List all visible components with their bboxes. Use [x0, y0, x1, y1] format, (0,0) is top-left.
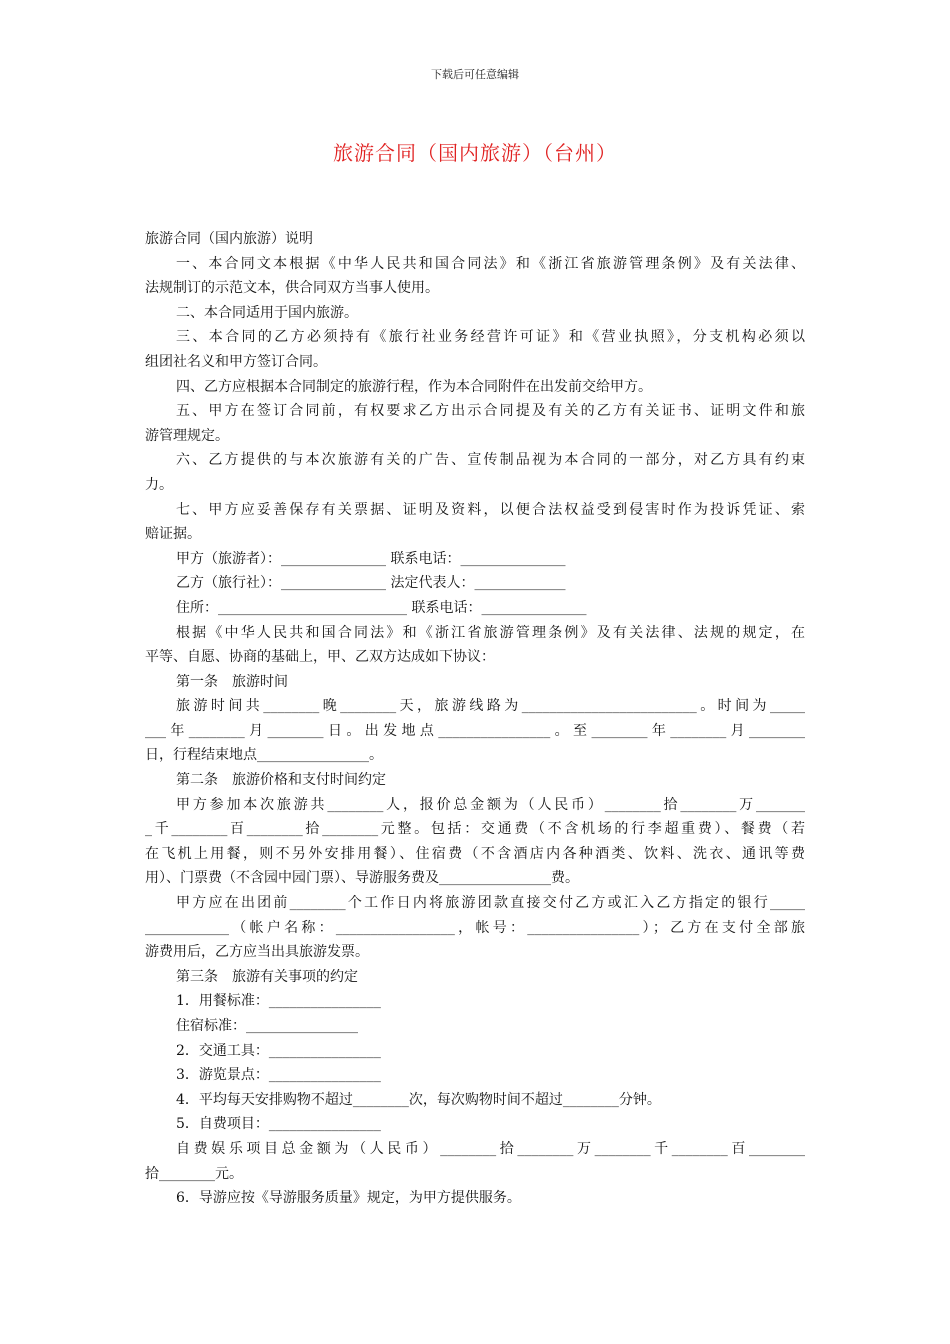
text-line: 甲方（旅游者）：_______________ 联系电话：_______________ [176, 550, 566, 567]
text-line: 甲方应在出团前________个工作日内将旅游团款直接交付乙方或汇入乙方指定的银行_____ [176, 895, 805, 912]
text-line: 2．交通工具：________________ [176, 1042, 381, 1059]
text-line: 组团社名义和甲方签订合同。 [145, 353, 327, 370]
text-line: 1．用餐标准：________________ [176, 993, 381, 1010]
text-line: 第一条 旅游时间 [176, 673, 288, 690]
text-line: 住宿标准：________________ [176, 1018, 358, 1034]
text-line: _千________百________拾________元整。包括：交通费（不含机场的行李超重费）、餐费（若 [145, 821, 805, 838]
text-line: 5．自费项目：________________ [176, 1116, 381, 1133]
text-line: 第三条 旅游有关事项的约定 [176, 968, 358, 985]
text-line: 游管理规定。 [145, 427, 229, 444]
text-line: 在飞机上用餐，则不另外安排用餐）、住宿费（不含酒店内各种酒类、饮料、洗衣、通讯等费 [145, 845, 805, 862]
text-line: 四、乙方应根据本合同制定的旅游行程，作为本合同附件在出发前交给甲方。 [176, 378, 652, 395]
text-line: 五、甲方在签订合同前，有权要求乙方出示合同提及有关的乙方有关证书、证明文件和旅 [176, 403, 805, 420]
text-line: 甲方参加本次旅游共________人，报价总金额为（人民币）________拾________万_______ [176, 796, 805, 813]
text-line: 旅游合同（国内旅游）说明 [145, 231, 313, 247]
document-title: 旅游合同（国内旅游）（台州） [333, 141, 617, 165]
text-line: 第二条 旅游价格和支付时间约定 [176, 772, 386, 789]
text-line: 住所：___________________________ 联系电话：_______________ [176, 599, 587, 616]
text-line: 赔证据。 [145, 526, 201, 543]
document-body [145, 227, 805, 1211]
text-line: ___年________月________日。出发地点________________。至________年________月________ [145, 722, 805, 739]
text-line: 自费娱乐项目总金额为（人民币）________拾________万________千________百________ [176, 1140, 805, 1157]
text-line: 二、本合同适用于国内旅游。 [176, 304, 358, 321]
text-line: 乙方（旅行社）：_______________ 法定代表人：_____________ [176, 575, 566, 592]
text-line: 游费用后，乙方应当出具旅游发票。 [145, 944, 369, 961]
text-line: 6．导游应按《导游服务质量》规定，为甲方提供服务。 [176, 1190, 521, 1207]
text-line: 七、甲方应妥善保存有关票据、证明及资料，以便合法权益受到侵害时作为投诉凭证、索 [176, 501, 805, 518]
text-line: 根据《中华人民共和国合同法》和《浙江省旅游管理条例》及有关法律、法规的规定，在 [176, 624, 805, 641]
text-line: 六、乙方提供的与本次旅游有关的广告、宣传制品视为本合同的一部分，对乙方具有约束 [176, 452, 805, 469]
text-line: 4．平均每天安排购物不超过________次，每次购物时间不超过________分钟。 [176, 1091, 661, 1108]
text-line: ____________（帐户名称：_________________，帐号：________________）；乙方在支付全部旅 [145, 919, 805, 936]
text-line: 日，行程结束地点________________。 [145, 747, 383, 764]
text-line: 力。 [145, 476, 173, 493]
text-line: 用）、门票费（不含园中园门票）、导游服务费及________________费。 [145, 870, 579, 887]
text-line: 拾________元。 [145, 1165, 243, 1182]
text-line: 3．游览景点：________________ [176, 1067, 381, 1084]
text-line: 一、本合同文本根据《中华人民共和国合同法》和《浙江省旅游管理条例》及有关法律、 [176, 255, 805, 272]
text-line: 平等、自愿、协商的基础上，甲、乙双方达成如下协议： [145, 649, 495, 666]
text-line: 法规制订的示范文本，供合同双方当事人使用。 [145, 280, 439, 297]
header-note: 下载后可任意编辑 [431, 68, 519, 81]
text-line: 三、本合同的乙方必须持有《旅行社业务经营许可证》和《营业执照》，分支机构必须以 [176, 329, 805, 346]
text-line: 旅游时间共________晚________天，旅游线路为_________________________。时间为_____ [176, 698, 805, 715]
